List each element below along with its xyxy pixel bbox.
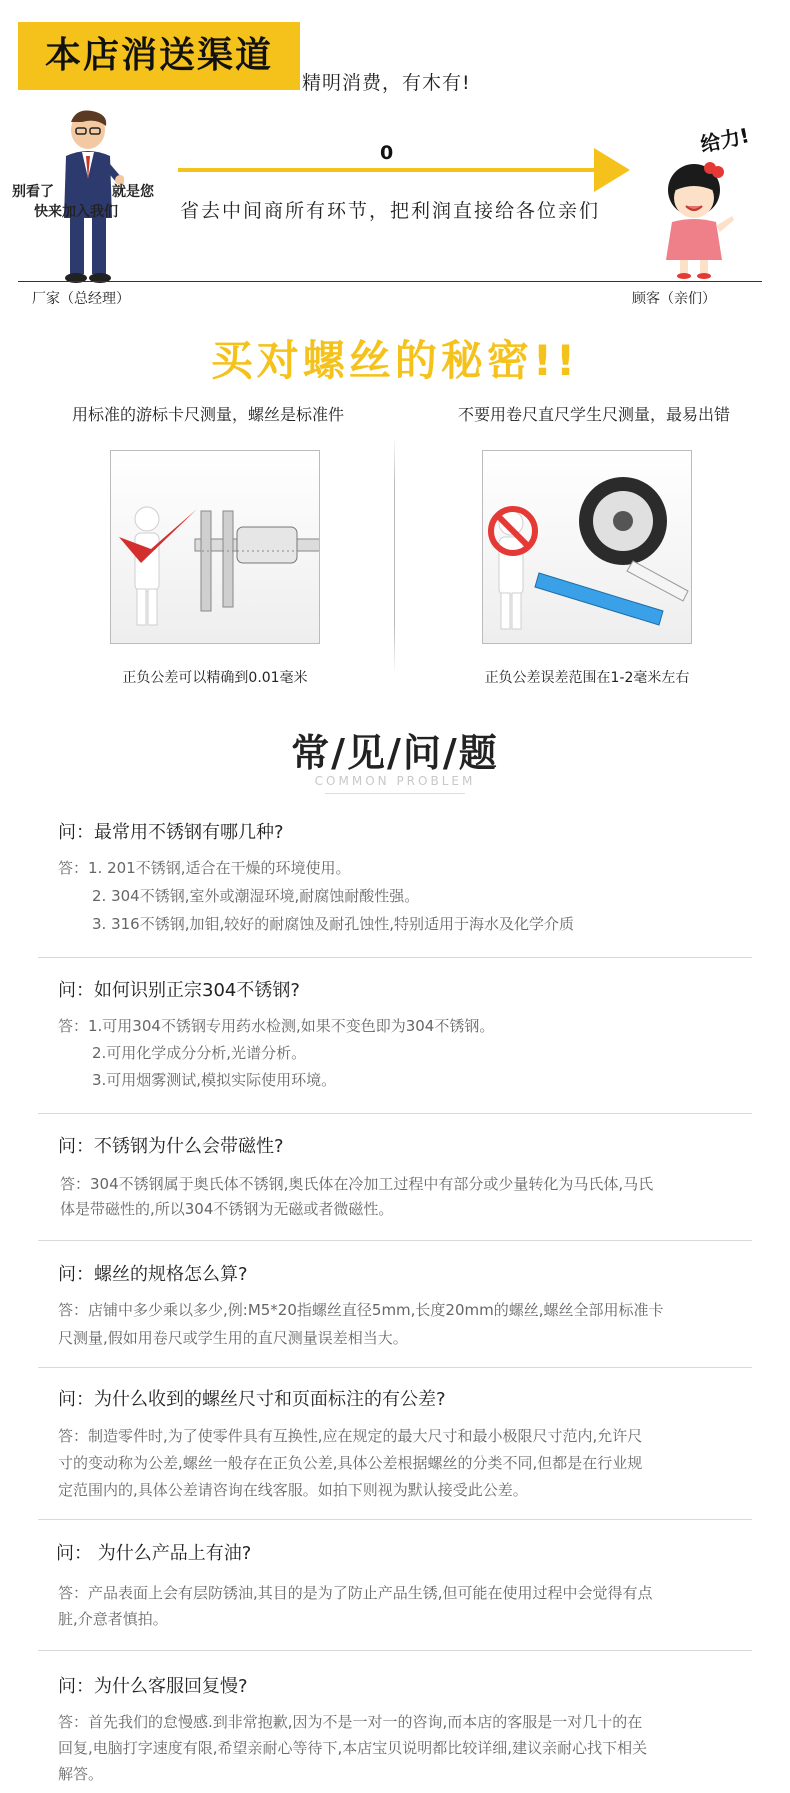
faq-question-2: 问：如何识别正宗304不锈钢? (58, 980, 300, 1001)
speech-line-1: 别看了 (12, 184, 54, 200)
banner-title: 本店消送渠道 (44, 35, 273, 76)
faq-answer-4-line-2: 尺测量,假如用卷尺或学生用的直尺测量误差相当大。 (58, 1329, 408, 1347)
left-caption: 正负公差可以精确到0.01毫米 (122, 670, 308, 686)
faq-separator (38, 1519, 752, 1520)
faq-separator (38, 1240, 752, 1241)
faq-answer-5-line-3: 定范围内的,具体公差请咨询在线客服。如拍下则视为默认接受此公差。 (58, 1481, 528, 1499)
faq-separator (38, 1113, 752, 1114)
arrow-label: 0 (380, 142, 394, 164)
exclaim-text: 给力! (698, 123, 752, 157)
tape-measure-photo (482, 450, 692, 644)
faq-answer-3-line-1: 答：304不锈钢属于奥氏体不锈钢,奥氏体在冷加工过程中有部分或少量转化为马氏体,马氏 (60, 1175, 654, 1193)
faq-answer-4-line-1: 答：店铺中多少乘以多少,例:M5*20指螺丝直径5mm,长度20mm的螺丝,螺丝全部用标准卡 (58, 1301, 664, 1319)
faq-answer-5-line-2: 寸的变动称为公差,螺丝一般存在正负公差,具体公差根据螺丝的分类不同,但都是在行业规 (58, 1454, 643, 1472)
faq-question-3: 问：不锈钢为什么会带磁性? (58, 1136, 284, 1157)
faq-answer-5-line-1: 答：制造零件时,为了使零件具有互换性,应在规定的最大尺寸和最小极限尺寸范内,允许尺 (58, 1427, 643, 1445)
faq-answer-3-line-2: 体是带磁性的,所以304不锈钢为无磁或者微磁性。 (60, 1200, 394, 1218)
faq-answer-2-line-3: 3.可用烟雾测试,模拟实际使用环境。 (92, 1071, 337, 1089)
right-caption: 正负公差误差范围在1-2毫米左右 (484, 670, 690, 686)
faq-separator (38, 957, 752, 958)
left-heading: 用标准的游标卡尺测量，螺丝是标准件 (71, 405, 344, 424)
girl-illustration (650, 160, 740, 280)
faq-subtitle-underline (325, 793, 465, 794)
speech-line-3: 快来加入我们 (34, 204, 118, 220)
caliper-photo (110, 450, 320, 644)
faq-answer-6-line-1: 答：产品表面上会有层防锈油,其目的是为了防止产品生锈,但可能在使用过程中会觉得有点 (58, 1584, 653, 1602)
banner-subtitle: 精明消费，有木有! (302, 72, 471, 94)
faq-question-6: 问： 为什么产品上有油? (56, 1543, 252, 1564)
faq-answer-7-line-3: 解答。 (58, 1765, 104, 1783)
faq-question-5: 问：为什么收到的螺丝尺寸和页面标注的有公差? (58, 1389, 446, 1410)
column-divider (394, 436, 395, 674)
baseline-divider (18, 281, 762, 282)
faq-separator (38, 1367, 752, 1368)
faq-answer-1-line-3: 3. 316不锈钢,加钼,较好的耐腐蚀及耐孔蚀性,特别适用于海水及化学介质 (92, 915, 575, 933)
role-manufacturer: 厂家（总经理） (32, 291, 130, 307)
faq-question-7: 问：为什么客服回复慢? (58, 1676, 248, 1697)
faq-answer-6-line-2: 脏,介意者慎拍。 (58, 1610, 168, 1628)
faq-question-1: 问：最常用不锈钢有哪几种? (58, 822, 284, 843)
role-customer: 顾客（亲们） (632, 291, 716, 307)
faq-answer-7-line-1: 答：首先我们的怠慢感.到非常抱歉,因为不是一对一的咨询,而本店的客服是一对几十的在 (58, 1713, 643, 1731)
faq-answer-1-line-1: 答：1. 201不锈钢,适合在干燥的环境使用。 (58, 859, 351, 877)
faq-answer-2-line-2: 2.可用化学成分分析,光谱分析。 (92, 1044, 307, 1062)
faq-subtitle: COMMON PROBLEM (314, 774, 476, 788)
faq-title: 常/见/问/题 (291, 731, 499, 775)
speech-line-2: 就是您 (112, 184, 154, 200)
faq-question-4: 问：螺丝的规格怎么算? (58, 1264, 248, 1285)
right-heading: 不要用卷尺直尺学生尺测量，最易出错 (457, 405, 730, 424)
faq-answer-2-line-1: 答：1.可用304不锈钢专用药水检测,如果不变色即为304不锈钢。 (58, 1017, 495, 1035)
arrow-shaft (178, 168, 596, 172)
faq-answer-7-line-2: 回复,电脑打字速度有限,希望亲耐心等待下,本店宝贝说明都比较详细,建议亲耐心找下相关 (58, 1739, 648, 1757)
faq-answer-1-line-2: 2. 304不锈钢,室外或潮湿环境,耐腐蚀耐酸性强。 (92, 887, 420, 905)
measure-title: 买对螺丝的秘密!! (210, 336, 580, 385)
arrow-caption: 省去中间商所有环节，把利润直接给各位亲们 (180, 200, 601, 222)
faq-separator (38, 1650, 752, 1651)
arrow-right-icon (594, 148, 630, 192)
